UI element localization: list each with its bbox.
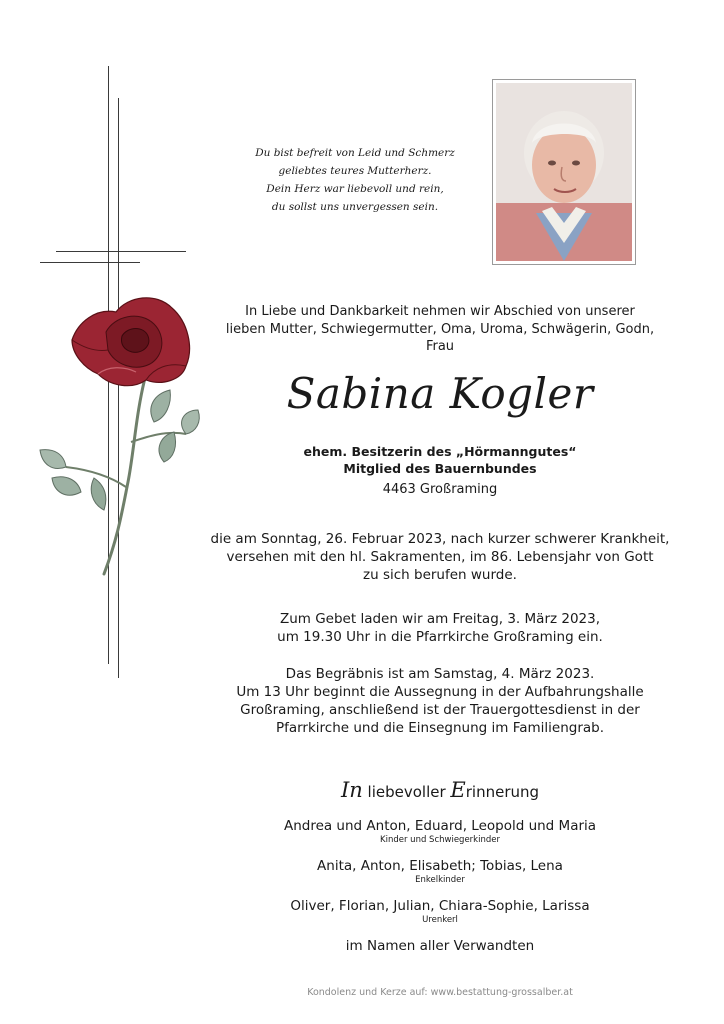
intro-line: Frau [425, 339, 455, 354]
funeral-line: Um 13 Uhr beginnt die Aussegnung in der Aufbahrungshalle [236, 684, 644, 700]
family-role: Urenkerl [422, 915, 458, 925]
rose-branch [131, 433, 186, 442]
memory-text-2: rinnerung [465, 783, 540, 801]
portrait-photo [496, 83, 632, 261]
prayer-line: um 19.30 Uhr in die Pfarrkirche Großraming ein. [277, 629, 603, 645]
prayer-notice [200, 610, 680, 646]
family-role: Enkelkinder [415, 875, 465, 885]
family-names: Anita, Anton, Elisabeth; Tobias, Lena [317, 858, 563, 874]
intro-line: In Liebe und Dankbarkeit nehmen wir Abschied von unserer [245, 304, 635, 319]
memory-cap-in: In [340, 778, 363, 802]
rose-stem [104, 374, 146, 574]
deceased-former-owner: ehem. Besitzerin des „Hörmanngutes“ [303, 444, 577, 459]
intro-text [200, 303, 680, 356]
death-notice [200, 530, 680, 584]
poem-line: Dein Herz war liebevoll und rein, [266, 183, 444, 195]
funeral-line: Großraming, anschließend ist der Trauergottesdienst in der [240, 702, 640, 718]
funeral-notice [200, 665, 680, 737]
family-group-grandchildren [200, 858, 680, 886]
intro-line: lieben Mutter, Schwiegermutter, Oma, Uroma, Schwägerin, Godn, [225, 321, 655, 337]
family-group-children [200, 818, 680, 846]
prayer-line: Zum Gebet laden wir am Freitag, 3. März 2023, [279, 611, 601, 627]
death-notice-line: versehen mit den hl. Sakramenten, im 86. Lebensjahr von Gott [226, 549, 654, 565]
family-group-great-grandchildren [200, 898, 680, 926]
poem [250, 144, 460, 216]
rose-leaf [159, 432, 175, 462]
memory-cap-e: E [450, 778, 466, 802]
cross-horizontal-line-lower [40, 262, 140, 263]
cross-horizontal-line-upper [56, 251, 186, 252]
death-notice-line: die am Sonntag, 26. Februar 2023, nach kurzer schwerer Krankheit, [210, 531, 670, 547]
rose-leaf [40, 450, 66, 469]
rose-leaf [91, 478, 106, 510]
deceased-subtitle [200, 443, 680, 477]
rose-leaf [151, 390, 171, 422]
poem-line: du sollst uns unvergessen sein. [271, 201, 439, 213]
footer-condolence-link[interactable] [300, 987, 580, 998]
deceased-name: Sabina Kogler [286, 369, 594, 418]
memory-text-1: liebevoller [362, 783, 451, 801]
rose-illustration [36, 282, 206, 582]
funeral-line: Das Begräbnis ist am Samstag, 4. März 2023. [285, 666, 595, 682]
in-loving-memory-heading [200, 778, 680, 804]
poem-line: Du bist befreit von Leid und Schmerz [255, 147, 455, 159]
footer-text[interactable]: Kondolenz und Kerze auf: www.bestattung-grossalber.at [307, 987, 573, 998]
funeral-line: Pfarrkirche und die Einsegnung im Familiengrab. [275, 720, 605, 736]
all-relatives-line: im Namen aller Verwandten [345, 938, 535, 954]
family-names: Oliver, Florian, Julian, Chiara-Sophie, Larissa [290, 898, 590, 914]
family-names: Andrea und Anton, Eduard, Leopold und Maria [283, 818, 597, 834]
poem-line: geliebtes teures Mutterherz. [278, 165, 432, 177]
rose-leaf [182, 410, 200, 434]
portrait-photo-frame [492, 79, 636, 265]
deceased-address: 4463 Großraming [382, 482, 498, 497]
rose-bloom [72, 298, 190, 386]
family-role: Kinder und Schwiegerkinder [380, 835, 500, 845]
deceased-membership: Mitglied des Bauernbundes [343, 461, 537, 476]
rose-leaf [52, 477, 81, 495]
death-notice-line: zu sich berufen wurde. [363, 567, 517, 583]
